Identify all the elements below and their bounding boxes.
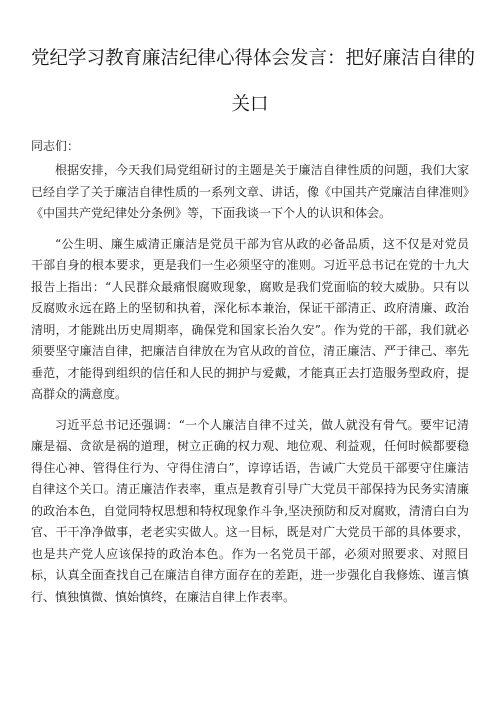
title-line-1: 党纪学习教育廉洁纪律心得体会发言：把好廉洁自律的 bbox=[31, 48, 476, 69]
title-line-2: 关口 bbox=[231, 94, 269, 115]
salutation: 同志们： bbox=[31, 139, 80, 153]
paragraph-2: “公生明、廉生威清正廉洁是党员干部为官从政的必备品质，这不仅是对党员干部自身的根本要求，更是我们一生必须坚守的准则。习近平总书记在党的十九大报告上指出：“人民群众最痛恨腐败现象，腐败是我们党面临的较大威胁。只有以反腐败永远在路上的坚韧和执着，深化标本兼治，保证干部清正、政府清廉、政治清明，才能跳出历史周期率，确保党和国家长治久安”。作为党的干部，我们就必须要坚守廉洁自律，把廉洁自律放在为官从政的首位，清正廉洁、严于律己、率先垂范，才能得到组织的信任和人民的拥护与爱戴，才能真正去打造服务型政府，提高群众的满意度。 bbox=[31, 236, 469, 401]
paragraph-3: 习近平总书记还强调：“一个人廉洁自律不过关，做人就没有骨气。要牢记清廉是福、贪欲是祸的道理，树立正确的权力观、地位观、利益观，任何时候都要稳得住心神、管得住行为、守得住清白”，谆谆话语，告诫广大党员干部要守住廉洁自律这个关口。清正廉洁作表率，重点是教育引导广大党员干部保持为民务实清廉的政治本色，自觉同特权思想和特权现象作斗争,坚决预防和反对腐败，清清白白为官、干干净净做事，老老实实做人。这一目标，既是对广大党员干部的具体要求，也是共产党人应该保持的政治本色。作为一名党员干部，必须对照要求、对照目标，认真全面查找自己在廉洁自律方面存在的差距，进一步强化自我修炼、谨言慎行、慎独慎微、慎始慎终，在廉洁自律上作表率。 bbox=[31, 417, 469, 604]
document-title bbox=[31, 0, 476, 128]
paragraph-1: 根据安排，今天我们局党组研讨的主题是关于廉洁自律性质的问题，我们大家已经自学了关于廉洁自律性质的一系列文章、讲话，像《中国共产党廉洁自律准则》《中国共产党纪律处分条例》等，下面我谈一下个人的认识和体会。 bbox=[31, 163, 470, 220]
